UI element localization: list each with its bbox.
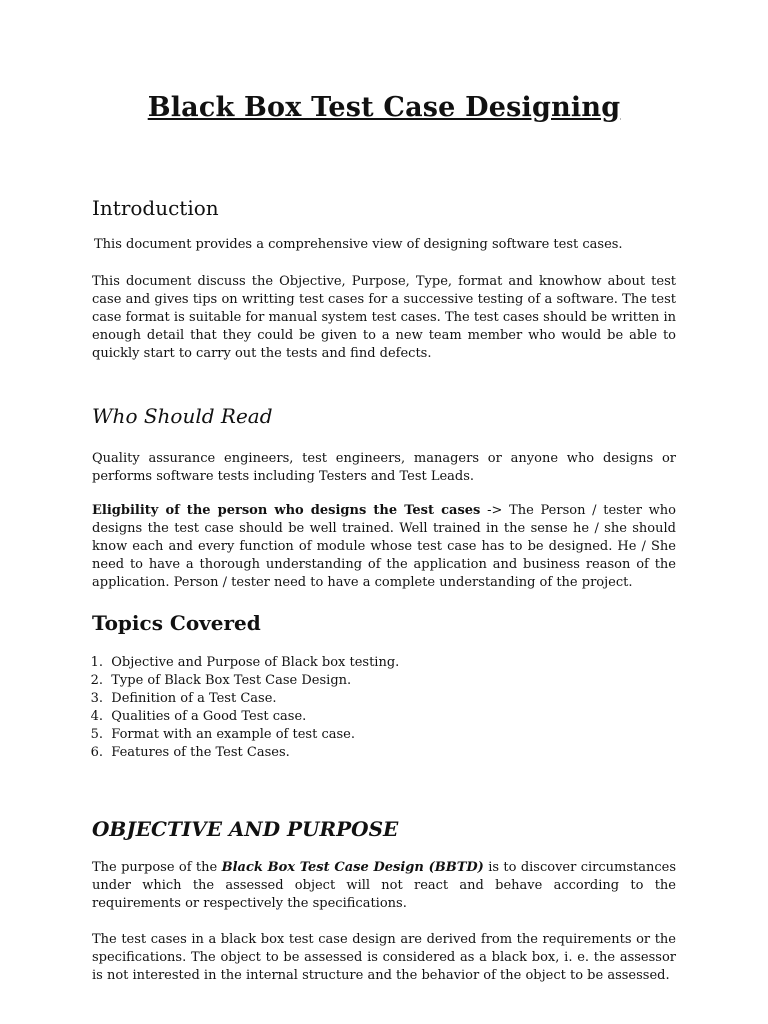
list-item-number: 3. [90, 691, 103, 706]
heading-introduction: Introduction [92, 196, 219, 220]
list-item-text: Qualities of a Good Test case. [111, 709, 307, 724]
bbtd-emphasis: Black Box Test Case Design (BBTD) [221, 860, 484, 875]
list-item-text: Format with an example of test case. [111, 727, 355, 742]
objective-text-post: is to discover circumstances under which the assessed object will not react and behave according to the requirements or respectively the specifications. [92, 860, 677, 911]
list-item [74, 654, 674, 672]
list-item-number: 5. [90, 727, 103, 742]
document-title: Black Box Test Case Designing [147, 92, 621, 123]
heading-topics-covered: Topics Covered [92, 611, 261, 635]
list-item-text: Features of the Test Cases. [111, 745, 290, 760]
list-item-number: 4. [90, 709, 103, 724]
list-item [74, 726, 674, 744]
list-item [74, 708, 674, 726]
intro-paragraph-2: This document discuss the Objective, Purpose, Type, format and knowhow about test case and gives tips on writting test cases for a successive testing of a software. The test case format is suitable for manual system test cases. The test cases should be written in enough detail that they could be given to a new team member who would be able to quickly start to carry out the tests and find defects. [92, 274, 676, 361]
objective-paragraph-1 [92, 859, 676, 913]
eligibility-text: -> The Person / tester who designs the test case should be well trained. Well trained in the sense he / she should know each and every function of module whose test case has to be designed. He / She need to have a thorough understanding of the application and business reason of the application. Person / tester need to have a complete understanding of the project. [92, 503, 677, 590]
objective-paragraph-2: The test cases in a black box test case design are derived from the requirements or the specifications. The object to be assessed is considered as a black box, i. e. the assessor is not interested in the internal structure and the behavior of the object to be assessed. [92, 932, 676, 983]
list-item [74, 690, 674, 708]
eligibility-paragraph [92, 502, 676, 592]
heading-who-should-read: Who Should Read [92, 404, 273, 428]
heading-objective-and-purpose: OBJECTIVE AND PURPOSE [92, 817, 399, 841]
list-item-number: 1. [90, 655, 103, 670]
who-should-read-paragraph: Quality assurance engineers, test engineers, managers or anyone who designs or performs software tests including Testers and Test Leads. [92, 451, 676, 484]
list-item-text: Definition of a Test Case. [111, 691, 277, 706]
eligibility-label: Eligbility of the person who designs the Test cases [92, 503, 481, 518]
intro-paragraph-1: This document provides a comprehensive view of designing software test cases. [94, 237, 623, 252]
topics-list [74, 654, 674, 762]
list-item-number: 6. [90, 745, 103, 760]
list-item [74, 744, 674, 762]
list-item-number: 2. [90, 673, 103, 688]
objective-text-pre: The purpose of the [92, 860, 222, 875]
list-item [74, 672, 674, 690]
list-item-text: Objective and Purpose of Black box testing. [111, 655, 400, 670]
list-item-text: Type of Black Box Test Case Design. [111, 673, 352, 688]
